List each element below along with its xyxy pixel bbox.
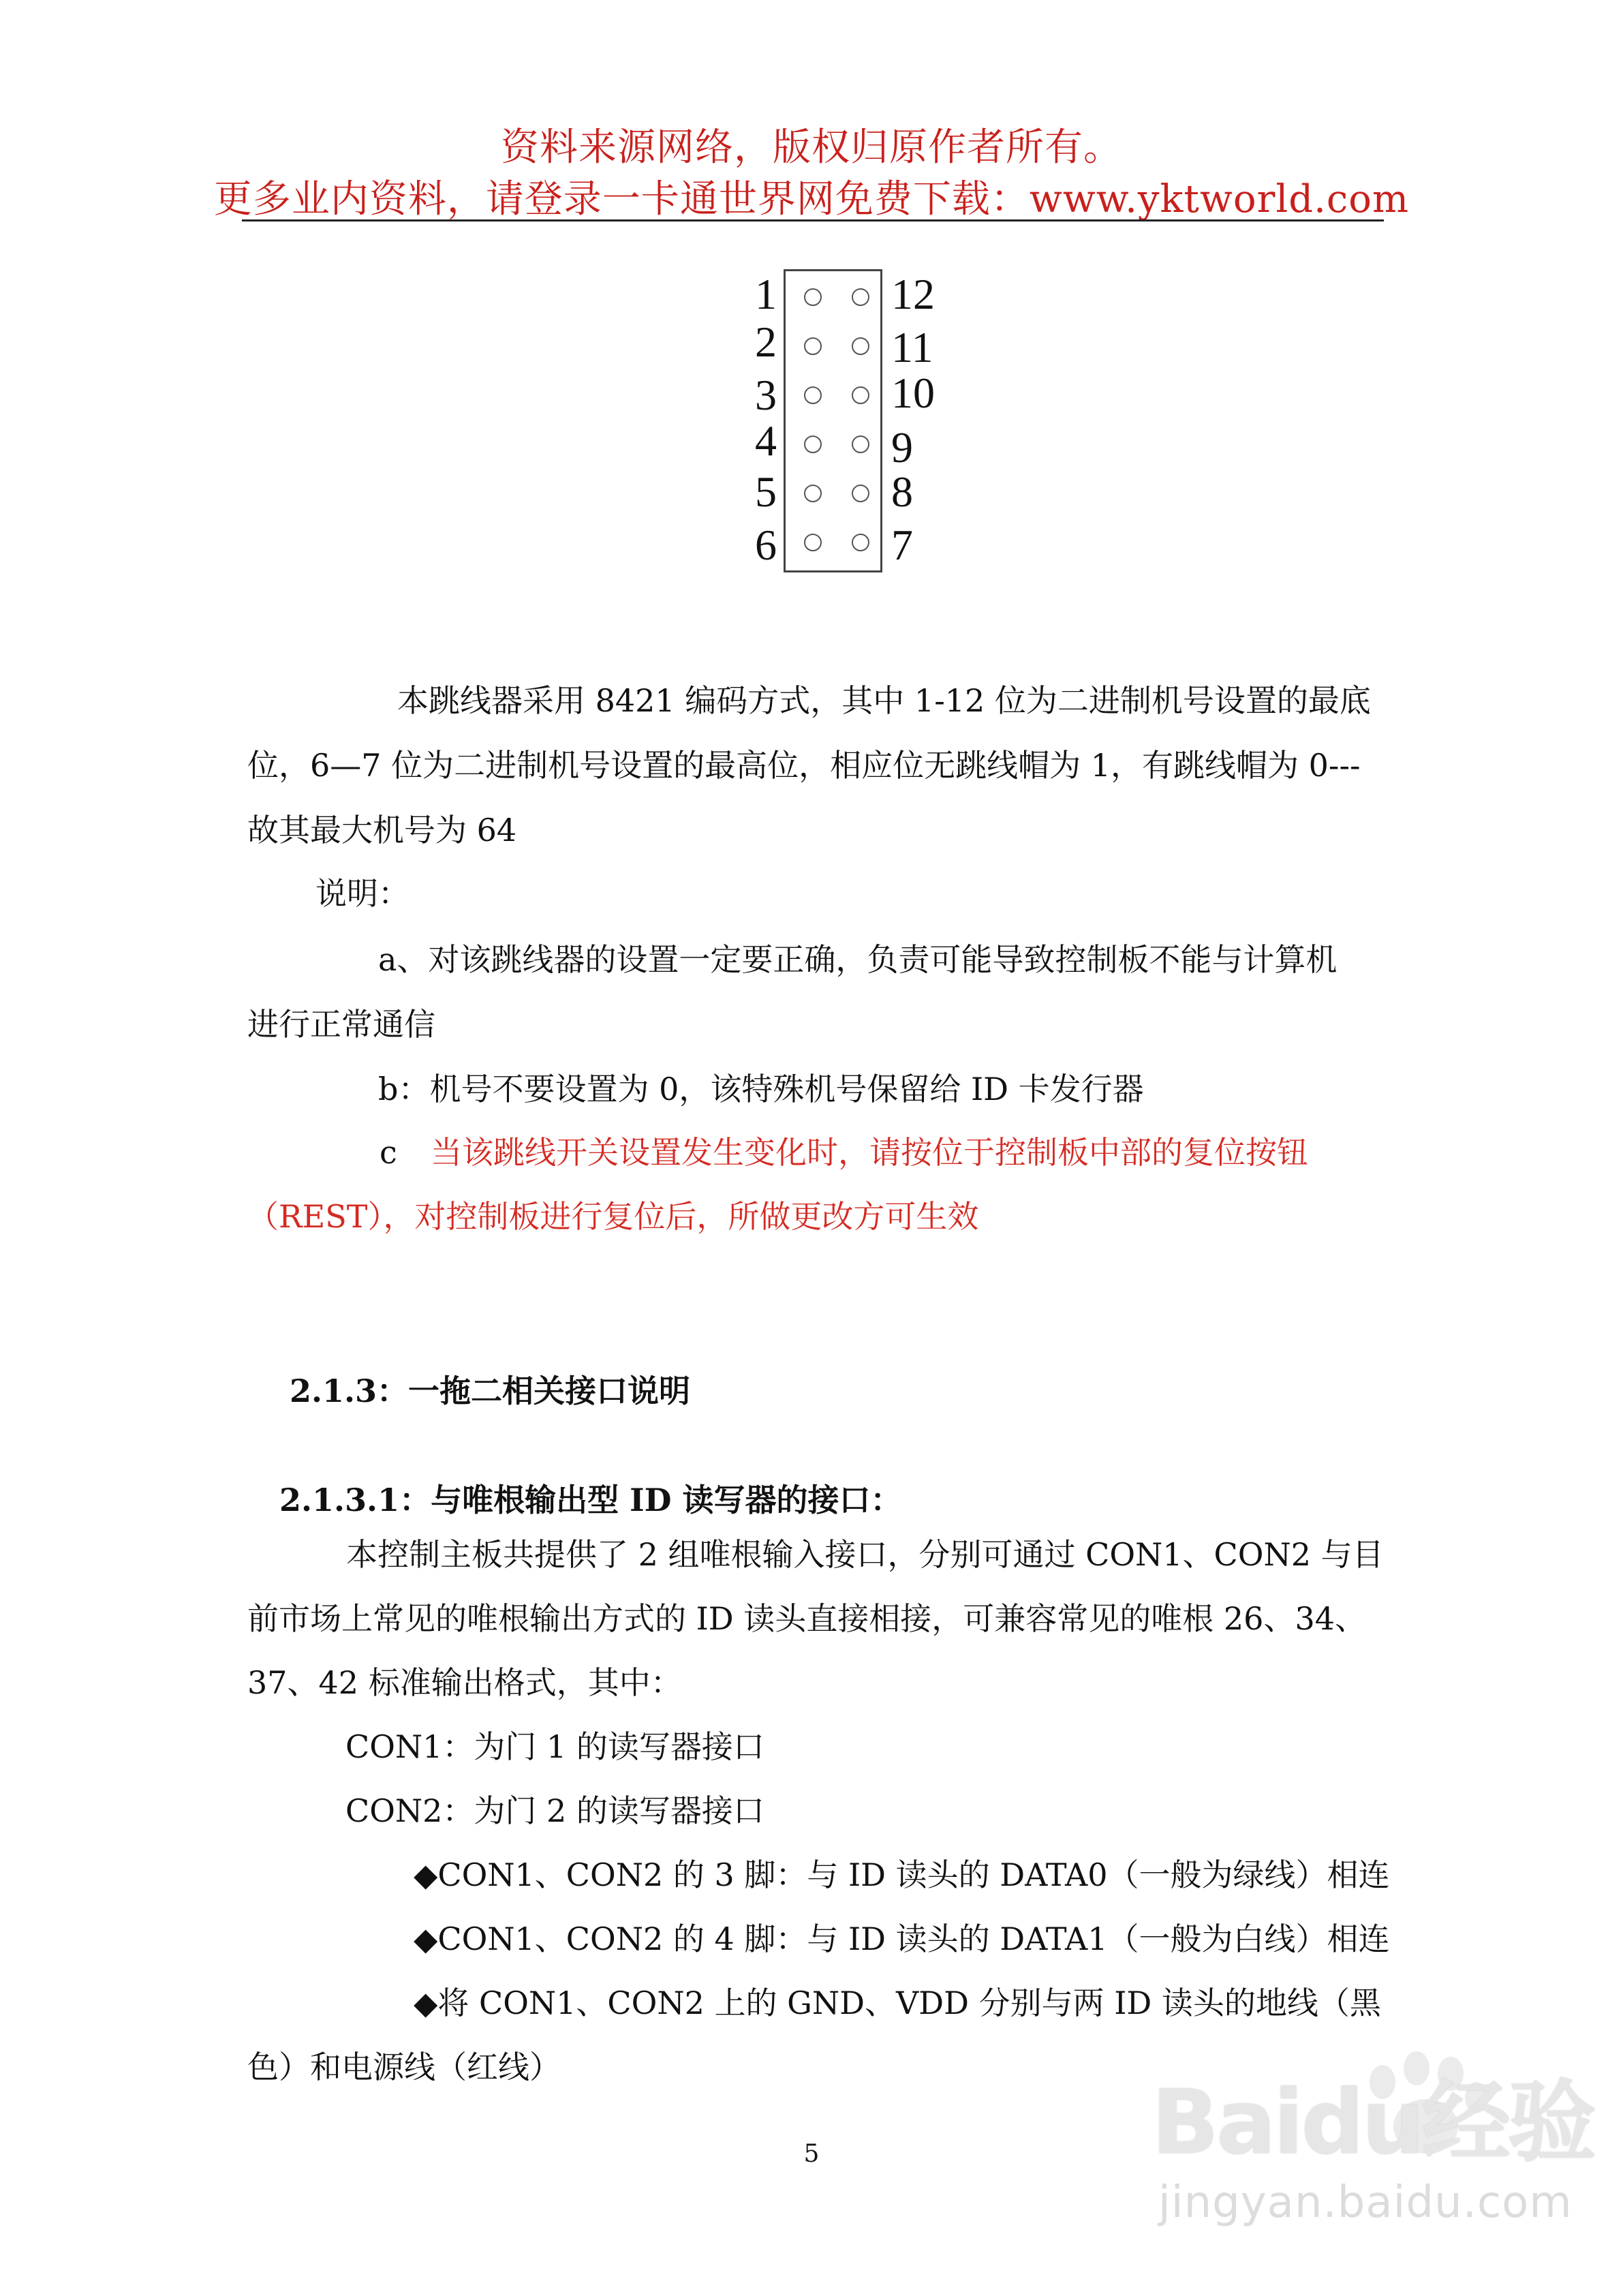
bullet-power-line2: 色）和电源线（红线） <box>247 2049 561 2085</box>
note-c-line1: 当该跳线开关设置发生变化时，请按位于控制板中部的复位按钮 <box>431 1134 1308 1171</box>
pin-hole <box>852 288 869 306</box>
pin-hole <box>804 288 822 306</box>
paragraph-interface-line2: 前市场上常见的唯根输出方式的 ID 读头直接相接，可兼容常见的唯根 26、34、 <box>247 1600 1366 1637</box>
pin-number-left: 3 <box>755 371 777 419</box>
pin-hole <box>852 485 869 502</box>
paragraph-encoding-line1: 本跳线器采用 8421 编码方式，其中 1-12 位为二进制机号设置的最底 <box>397 682 1371 719</box>
pin-number-right: 12 <box>891 270 935 318</box>
jumper-block <box>784 269 882 572</box>
pin-hole <box>804 485 822 502</box>
watermark-logo-text: Baidu经验 <box>1151 2070 1594 2174</box>
con1-description: CON1：为门 1 的读写器接口 <box>345 1728 764 1765</box>
section-heading-2-1-3: 2.1.3：一拖二相关接口说明 <box>290 1373 691 1409</box>
pin-hole <box>804 386 822 404</box>
pin-number-left: 5 <box>755 468 777 516</box>
note-c-line2: （REST），对控制板进行复位后，所做更改方可生效 <box>247 1198 979 1235</box>
pin-number-right: 11 <box>891 323 933 371</box>
page-number: 5 <box>803 2140 820 2168</box>
header-source-notice: 资料来源网络，版权归原作者所有。 <box>501 125 1122 170</box>
pin-number-right: 10 <box>891 369 935 417</box>
note-a-line2: 进行正常通信 <box>247 1006 435 1043</box>
pin-number-left: 4 <box>755 416 777 465</box>
paragraph-encoding-line2: 位，6—7 位为二进制机号设置的最高位，相应位无跳线帽为 1，有跳线帽为 0--- <box>247 747 1361 784</box>
paragraph-interface-line3: 37、42 标准输出格式，其中： <box>247 1664 682 1701</box>
pin-number-right: 8 <box>891 468 913 516</box>
note-c-prefix: c <box>380 1134 397 1171</box>
note-title: 说明： <box>315 875 409 912</box>
pin-hole <box>804 337 822 355</box>
header-download-notice: 更多业内资料，请登录一卡通世界网免费下载：www.yktworld.com <box>213 177 1410 221</box>
pin-number-right: 7 <box>891 521 913 569</box>
pin-number-right: 9 <box>891 423 913 472</box>
note-a-line1: a、对该跳线器的设置一定要正确，负责可能导致控制板不能与计算机 <box>378 941 1338 978</box>
pin-hole <box>804 534 822 551</box>
baidu-jingyan-watermark <box>1151 2051 1615 2269</box>
paragraph-interface-line1: 本控制主板共提供了 2 组唯根输入接口，分别可通过 CON1、CON2 与目 <box>346 1536 1384 1573</box>
pin-hole <box>852 534 869 551</box>
pin-number-left: 6 <box>755 521 777 569</box>
con2-description: CON2：为门 2 的读写器接口 <box>345 1792 764 1829</box>
section-heading-2-1-3-1: 2.1.3.1：与唯根输出型 ID 读写器的接口： <box>279 1482 902 1518</box>
pin-hole <box>852 337 869 355</box>
bullet-data1: ◆CON1、CON2 的 4 脚：与 ID 读头的 DATA1（一般为白线）相连 <box>414 1920 1390 1957</box>
bullet-data0: ◆CON1、CON2 的 3 脚：与 ID 读头的 DATA0（一般为绿线）相连 <box>414 1856 1390 1893</box>
pin-hole <box>804 435 822 453</box>
header-rule <box>242 219 1384 221</box>
paragraph-encoding-line3: 故其最大机号为 64 <box>247 812 517 848</box>
pin-number-left: 1 <box>755 270 777 318</box>
bullet-power-line1: ◆将 CON1、CON2 上的 GND、VDD 分别与两 ID 读头的地线（黑 <box>414 1985 1381 2021</box>
note-b: b：机号不要设置为 0，该特殊机号保留给 ID 卡发行器 <box>378 1071 1144 1107</box>
pin-number-left: 2 <box>755 318 777 366</box>
pin-hole <box>852 435 869 453</box>
pin-hole <box>852 386 869 404</box>
watermark-url: jingyan.baidu.com <box>1158 2177 1573 2228</box>
